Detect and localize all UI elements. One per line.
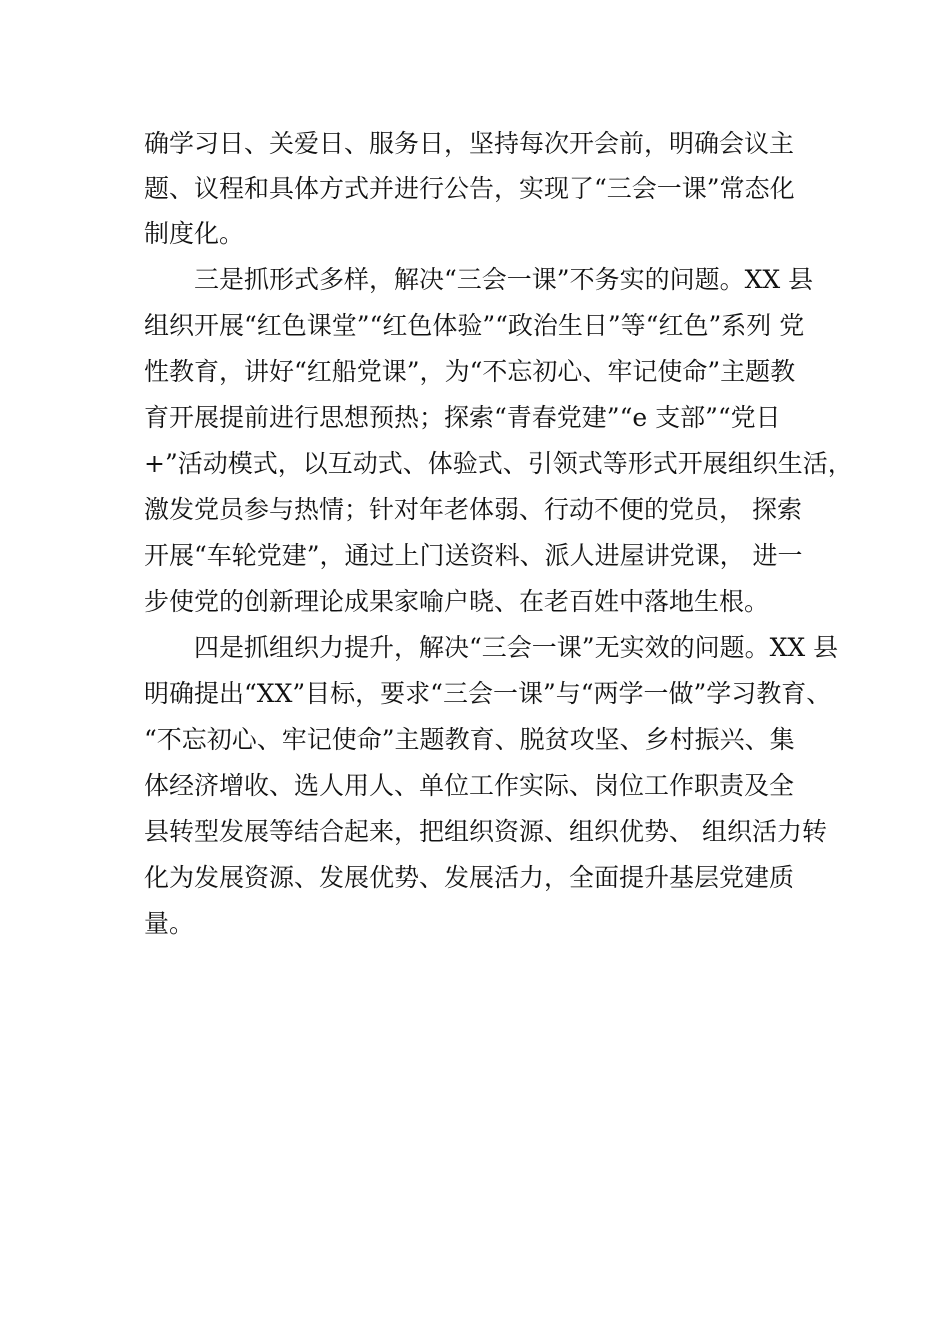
text-line: 性教育，讲好“红船党课”，为“不忘初心、牢记使命”主题教 <box>144 357 796 386</box>
text-line: 开展“车轮党建”，通过上门送资料、派人进屋讲党课， 进一 <box>144 541 803 570</box>
text-line: “不忘初心、牢记使命”主题教育、脱贫攻坚、乡村振兴、集 <box>144 725 795 754</box>
text-line: 步使党的创新理论成果家喻户晓、在老百姓中落地生根。 <box>144 587 770 616</box>
paragraph-start-line: 四是抓组织力提升，解决“三会一课”无实效的问题。XX 县 <box>194 633 839 662</box>
text-line: 县转型发展等结合起来，把组织资源、组织优势、 组织活力转 <box>144 817 827 846</box>
text-line: 化为发展资源、发展优势、发展活力，全面提升基层党建质 <box>144 863 795 892</box>
text-line: 明确提出“XX”目标，要求“三会一课”与“两学一做”学习教育、 <box>144 679 832 708</box>
text-line: 体经济增收、选人用人、单位工作实际、岗位工作职责及全 <box>144 771 795 800</box>
text-line: 组织开展“红色课堂”“红色体验”“政治生日”等“红色”系列 党 <box>144 311 805 340</box>
text-line: +”活动模式，以互动式、体验式、引领式等形式开展组织生活， <box>144 449 853 478</box>
paragraph-start-line: 三是抓形式多样，解决“三会一课”不务实的问题。XX 县 <box>194 265 814 294</box>
text-line: 育开展提前进行思想预热；探索“青春党建”“e 支部”“党日 <box>144 403 781 432</box>
text-line: 激发党员参与热情；针对年老体弱、行动不便的党员， 探索 <box>144 495 802 524</box>
text-line: 确学习日、关爱日、服务日，坚持每次开会前，明确会议主 <box>144 129 795 158</box>
text-line: 量。 <box>144 909 195 938</box>
text-line: 制度化。 <box>144 219 245 248</box>
text-line: 题、议程和具体方式并进行公告，实现了“三会一课”常态化 <box>144 174 795 203</box>
